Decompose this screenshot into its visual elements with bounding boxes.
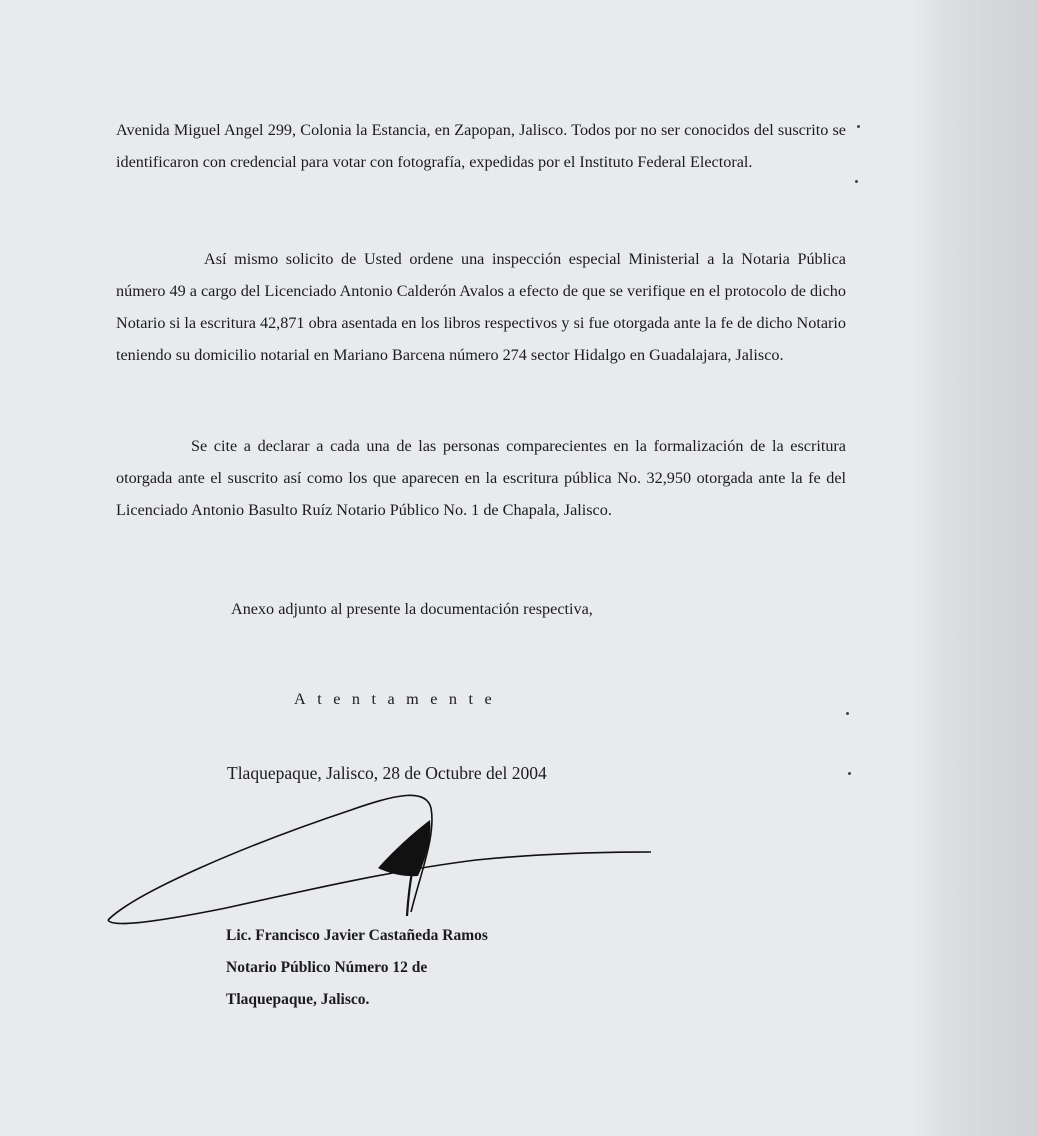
- scan-speck: [857, 125, 860, 128]
- scan-speck: [846, 712, 849, 715]
- paragraph-inspection-request: Así mismo solicito de Usted ordene una inspección especial Ministerial a la Notaria Pública número 49 a cargo del Licenciado Antonio Calderón Avalos a efecto de que se verifique en el protocolo de dicho Notario si la escritura 42,871 obra asentada en los libros respectivos y si fue otorgada ante la fe de dicho Notario teniendo su domicilio notarial en Mariano Barcena número 274 sector Hidalgo en Guadalajara, Jalisco.: [116, 250, 846, 364]
- scan-speck: [855, 180, 858, 183]
- annex-note: Anexo adjunto al presente la documentación respectiva,: [231, 600, 593, 618]
- closing-salutation: Atentamente: [294, 690, 504, 708]
- scan-speck: [848, 772, 851, 775]
- signer-name: Lic. Francisco Javier Castañeda Ramos: [226, 927, 488, 944]
- signer-title: Notario Público Número 12 de: [226, 959, 428, 976]
- place-and-date: Tlaquepaque, Jalisco, 28 de Octubre del 2004: [227, 763, 547, 783]
- paragraph-identification: Avenida Miguel Angel 299, Colonia la Estancia, en Zapopan, Jalisco. Todos por no ser conocidos del suscrito se identificaron con credencial para votar con fotografía, expedidas por el Instituto Federal Electoral.: [116, 121, 846, 171]
- signer-location: Tlaquepaque, Jalisco.: [226, 991, 370, 1008]
- signer-block: [226, 920, 488, 1016]
- handwritten-signature: [96, 780, 666, 930]
- scan-edge-shading: [910, 0, 1038, 1136]
- paragraph-summons-request: Se cite a declarar a cada una de las personas comparecientes en la formalización de la escritura otorgada ante el suscrito así como los que aparecen en la escritura pública No. 32,950 otorgada ante la fe del Licenciado Antonio Basulto Ruíz Notario Público No. 1 de Chapala, Jalisco.: [116, 437, 846, 519]
